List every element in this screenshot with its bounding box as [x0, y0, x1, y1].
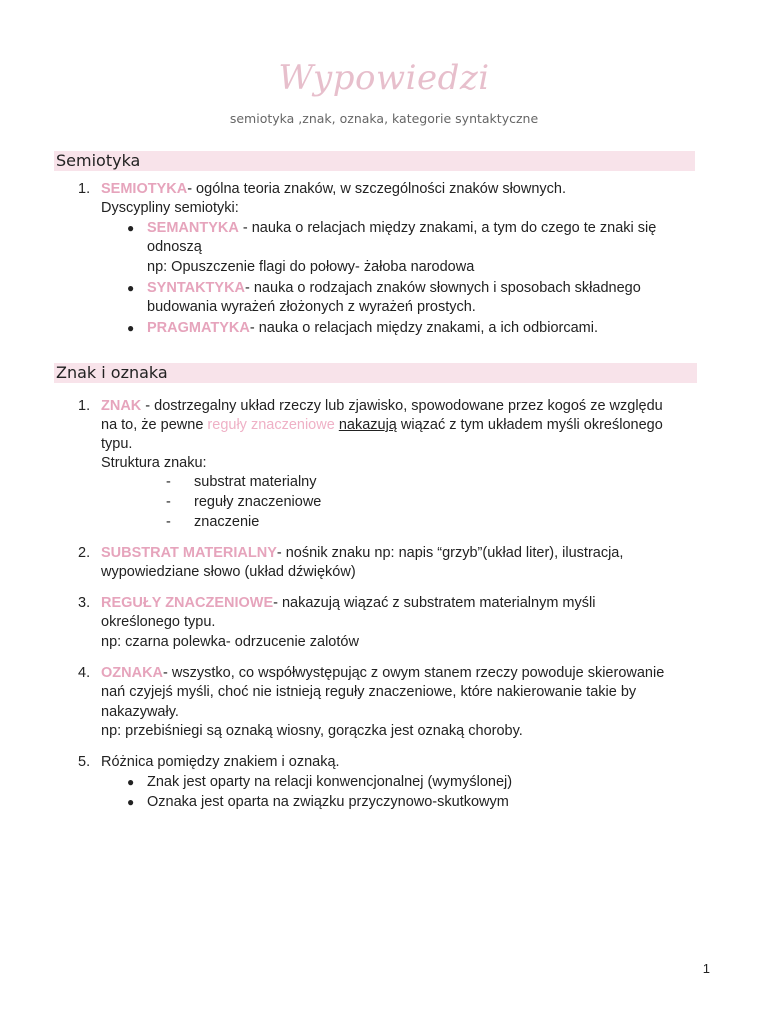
term-pragmatyka: PRAGMATYKA — [147, 320, 250, 336]
definition-text: wypowiedziane słowo (układ dźwięków) — [101, 564, 356, 580]
list-item-pragmatyka — [147, 318, 598, 338]
list-number: 5. — [78, 754, 91, 770]
term-semiotyka: SEMIOTYKA — [101, 181, 188, 197]
section-heading-semiotyka: Semiotyka — [54, 151, 695, 171]
structure-item: znaczenie — [194, 514, 260, 530]
list-item-znak — [101, 396, 663, 416]
list-item-znak-difference: Znak jest oparty na relacji konwencjonalnej (wymyślonej) — [147, 774, 513, 790]
dash-marker: - — [166, 514, 171, 530]
bullet-icon: ● — [127, 321, 135, 335]
bullet-icon: ● — [127, 281, 135, 295]
term-semantyka: SEMANTYKA — [147, 220, 239, 236]
definition-text: - wszystko, co współwystępując z owym stanem rzeczy powoduje skierowanie — [163, 665, 665, 681]
definition-text: - nauka o relacjach między znakami, a ich odbiorcami. — [249, 320, 598, 336]
definition-text: - nauka o rodzajach znaków słownych i sposobach składnego — [245, 280, 641, 296]
bullet-icon: ● — [127, 221, 135, 235]
list-number: 3. — [78, 595, 91, 611]
definition-text: wiązać z tym układem myśli określonego — [396, 417, 663, 433]
page-number: 1 — [702, 961, 710, 976]
list-number: 4. — [78, 665, 91, 681]
example-text: np: czarna polewka- odrzucenie zalotów — [101, 634, 359, 650]
list-item-oznaka — [101, 663, 664, 683]
list-item-syntaktyka — [147, 278, 641, 298]
definition-text: - nakazują wiązać z substratem materialnym myśli — [273, 595, 596, 611]
highlight-text: reguły znaczeniowe — [207, 417, 335, 433]
term-reguly: REGUŁY ZNACZENIOWE — [101, 595, 274, 611]
list-item-substrat — [101, 543, 623, 563]
list-number: 1. — [78, 398, 91, 414]
list-item-semantyka — [147, 218, 656, 238]
definition-line — [101, 415, 663, 435]
definition-text: określonego typu. — [101, 614, 216, 630]
list-item-reguly — [101, 593, 595, 613]
list-item-oznaka-difference: Oznaka jest oparta na związku przyczynowo-skutkowym — [147, 794, 509, 810]
term-syntaktyka: SYNTAKTYKA — [147, 280, 246, 296]
bullet-icon: ● — [127, 775, 135, 789]
definition-text: budowania wyrażeń złożonych z wyrażeń prostych. — [147, 299, 476, 315]
subheading-text: Struktura znaku: — [101, 455, 207, 471]
list-item-roznica: Różnica pomiędzy znakiem i oznaką. — [101, 754, 340, 770]
dash-marker: - — [166, 494, 171, 510]
definition-text: nakazywały. — [101, 704, 179, 720]
list-number: 1. — [78, 181, 91, 197]
definition-text: - nośnik znaku np: napis “grzyb”(układ liter), ilustracja, — [276, 545, 624, 561]
underlined-text: nakazują — [338, 417, 397, 433]
term-oznaka: OZNAKA — [101, 665, 164, 681]
example-text: np: Opuszczenie flagi do połowy- żałoba narodowa — [147, 259, 475, 275]
list-number: 2. — [78, 545, 91, 561]
subheading-text: Dyscypliny semiotyki: — [101, 200, 239, 216]
term-substrat: SUBSTRAT MATERIALNY — [101, 545, 277, 561]
dash-marker: - — [166, 474, 171, 490]
definition-text: odnoszą — [147, 239, 202, 255]
section-heading-znak: Znak i oznaka — [54, 363, 697, 383]
structure-item: reguły znaczeniowe — [194, 494, 322, 510]
document-title: Wypowiedzi — [278, 58, 490, 98]
example-text: np: przebiśniegi są oznaką wiosny, gorączka jest oznaką choroby. — [101, 723, 523, 739]
term-znak: ZNAK — [101, 398, 142, 414]
definition-text: - ogólna teoria znaków, w szczególności znaków słownych. — [187, 181, 567, 197]
structure-item: substrat materialny — [194, 474, 317, 490]
bullet-icon: ● — [127, 795, 135, 809]
definition-text: nań czyjejś myśli, choć nie istnieją reguły znaczeniowe, które nakierowanie takie by — [101, 684, 637, 700]
list-item-semiotyka — [101, 179, 566, 199]
document-subtitle: semiotyka ,znak, oznaka, kategorie syntaktyczne — [229, 111, 539, 126]
definition-text: - dostrzegalny układ rzeczy lub zjawisko, spowodowane przez kogoś ze względu — [141, 398, 663, 414]
definition-text: na to, że pewne — [101, 417, 208, 433]
definition-text: - nauka o relacjach między znakami, a tym do czego te znaki się — [238, 220, 657, 236]
definition-text: typu. — [101, 436, 133, 452]
